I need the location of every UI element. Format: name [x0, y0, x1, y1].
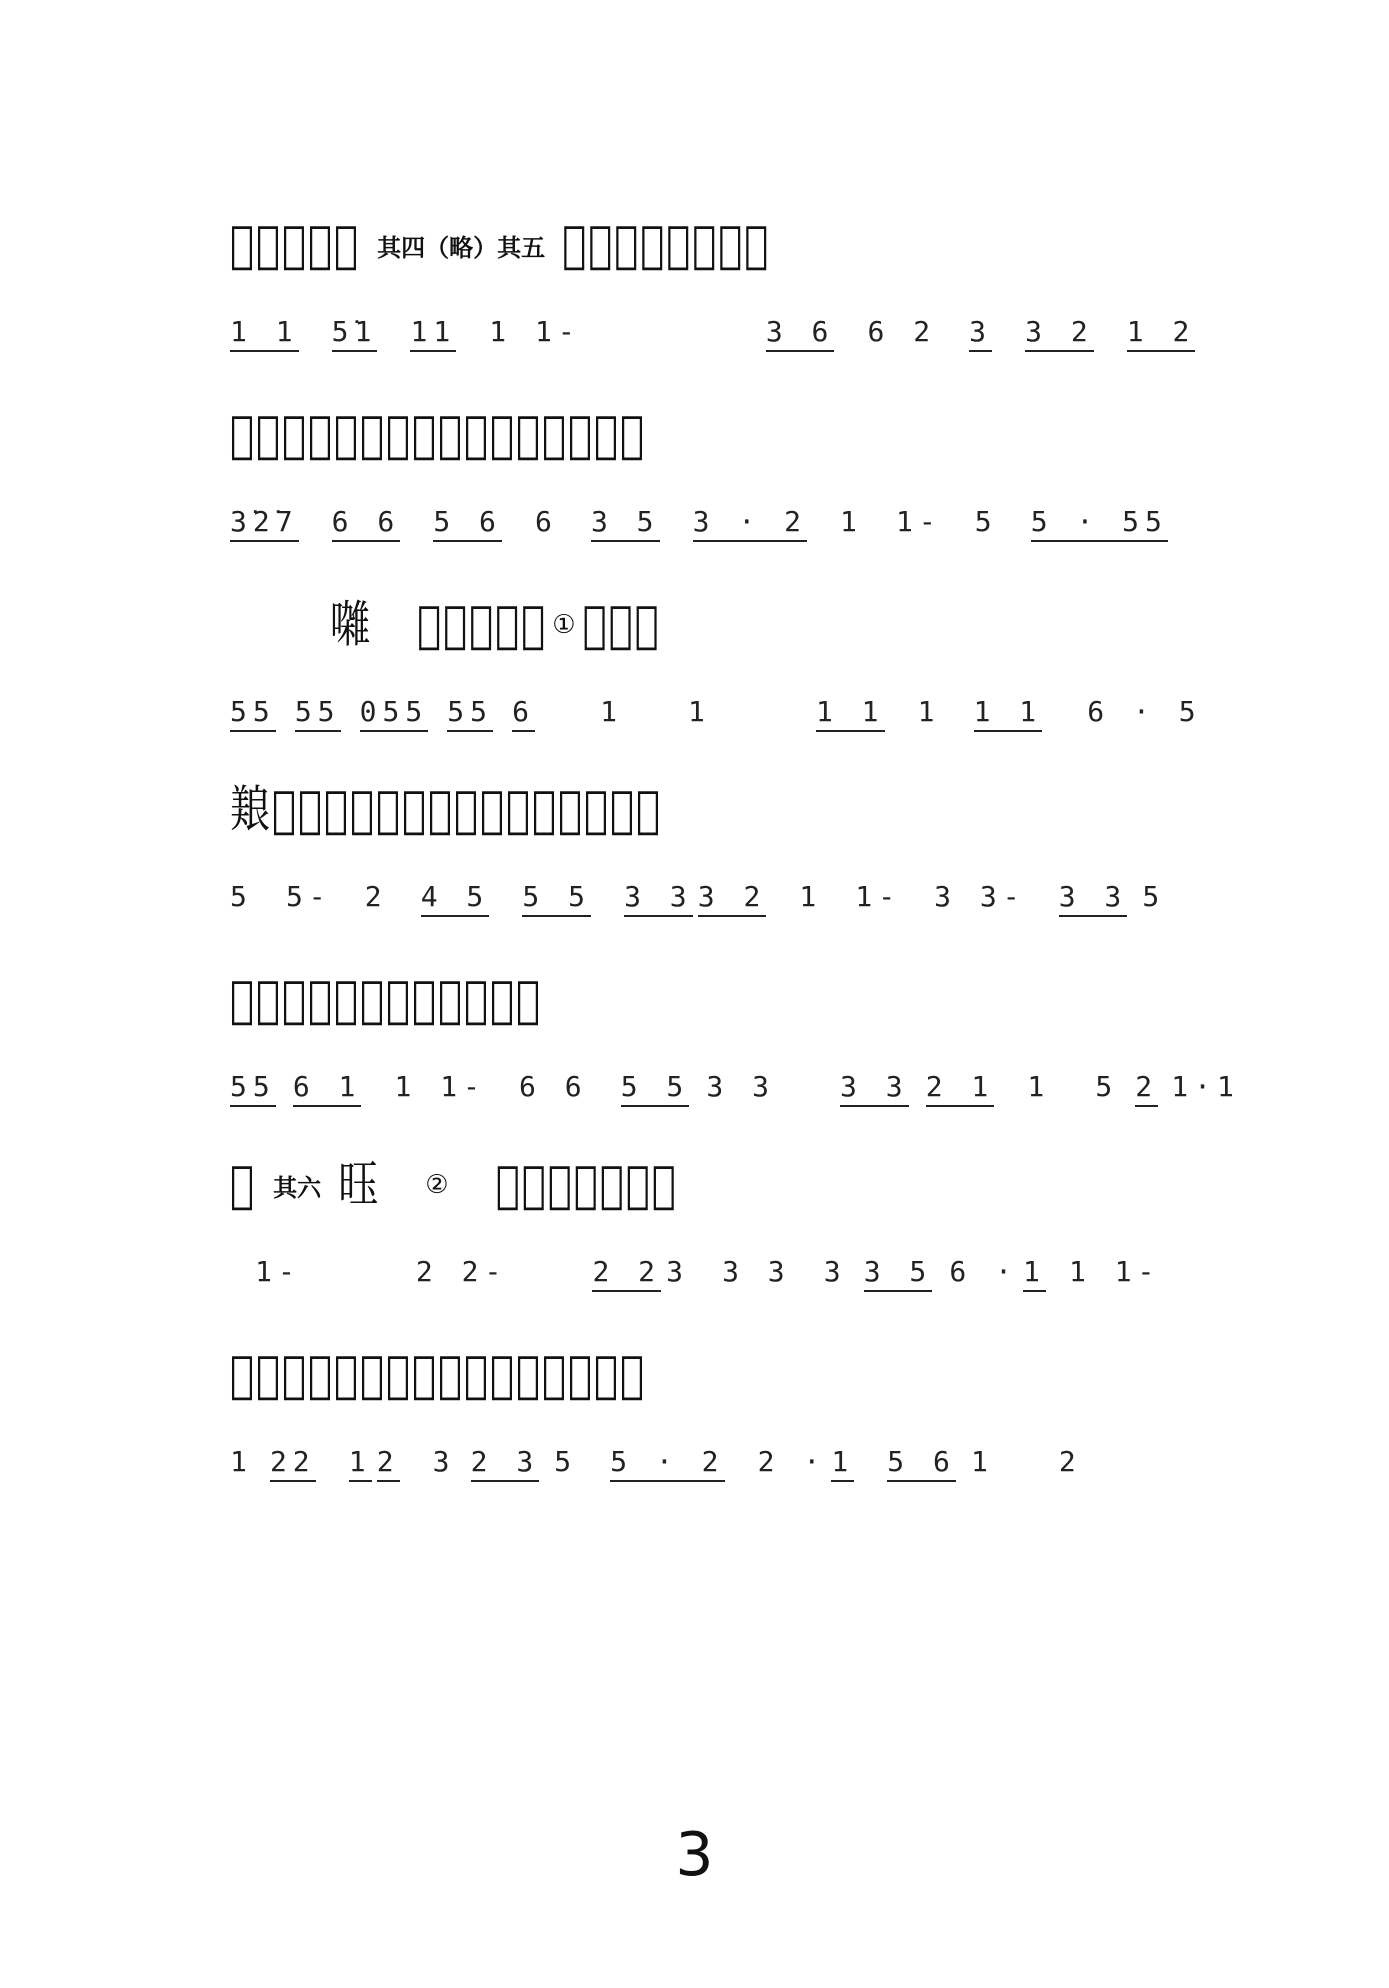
note-group: 2 · [757, 1445, 827, 1478]
note-group: 3 [432, 1445, 456, 1478]
note-group: 1 [688, 695, 711, 728]
note-group: 6 6 [332, 505, 401, 542]
tablature-row [230, 1155, 678, 1247]
tablature-row [230, 215, 770, 307]
tablature-row [230, 780, 662, 872]
tablature-glyphs: 𫝅𫝆𫝇𫝈𫝉𫝊𫝋𫝌 [562, 216, 771, 274]
note-group: 1 [831, 1445, 854, 1482]
tablature-glyphs: 𫝵𫝶𫝷𫝸𫝹𫝺𫝻𫝼𫝽𫝾𫝿𫞀 [230, 971, 543, 1029]
note-group: 4 5 [421, 880, 490, 917]
note-group: 55 [447, 695, 493, 732]
footnote-mark: ① [552, 610, 578, 640]
tablature-row [230, 970, 542, 1062]
tablature-row [330, 595, 661, 687]
note-group: 1- [895, 505, 942, 538]
note-group: 1·1 [1171, 1070, 1240, 1103]
note-group: 1- [855, 880, 902, 913]
note-group: 1 [1023, 1255, 1046, 1292]
note-group: 2 2- [415, 1255, 508, 1288]
tablature-glyphs: 𫝥𫝦𫝧𫝨𫝩𫝪𫝫𫝬𫝭𫝮𫝯𫝰𫝱𫝲𫝳𫝴 [230, 781, 663, 839]
note-group: 3 3 [840, 1070, 909, 1107]
section-label: 其四（略）其五 [377, 233, 546, 262]
jianpu-row [230, 1445, 1082, 1485]
tablature-glyphs: 𫞃𫞄𫞅𫞆𫞇𫞈𫞉 [495, 1156, 678, 1214]
tablature-glyphs: 𫝝𫝞𫝟𫝠𫝡 [417, 596, 548, 654]
note-group: 055 [360, 695, 429, 732]
note-group: 2 [377, 1445, 400, 1482]
note-group: 3 [969, 315, 992, 352]
note-group: 3 2 [698, 880, 767, 917]
jianpu-row [230, 315, 1195, 355]
note-group: 5 [1142, 880, 1166, 913]
tablature-glyphs: 𫝍𫝎𫝏𫝐𫝑𫝒五𫝓𫝔𫝕𫝖𫝗𫝘𫝙𫝚𫝛 [230, 406, 647, 464]
note-group: 6 2 [867, 315, 937, 348]
tablature-glyphs: 𫝀𫝁𫝂𫝃𫝄 [230, 216, 361, 274]
note-group: 6 · [949, 1255, 1018, 1288]
score-system-6 [230, 1155, 1190, 1305]
note-group: 2 2 [592, 1255, 661, 1292]
note-group: 5 · 55 [1031, 505, 1168, 542]
score-system-3 [230, 595, 1202, 745]
score-system-2 [230, 405, 1190, 555]
note-group: 5 5 [522, 880, 591, 917]
jianpu-row [230, 880, 1165, 920]
note-group: 3 [823, 1255, 847, 1288]
note-group: 2 [364, 880, 388, 913]
footnote-mark: ② [425, 1170, 451, 1200]
note-group: 3 2 [1025, 315, 1094, 352]
score-system-1 [230, 215, 1196, 365]
note-group: 3 3- [934, 880, 1026, 913]
jianpu-row [230, 695, 1202, 735]
note-group: 3 3 [624, 880, 693, 917]
tablature-glyphs: 𫝜 [330, 596, 372, 654]
note-group: 3 3 [1059, 880, 1128, 917]
note-group: 1 2 [1127, 315, 1196, 352]
note-group: 3̇2̇7 [230, 505, 299, 542]
note-group: 6 [535, 505, 558, 538]
tablature-row [230, 405, 646, 497]
note-group: 5 · 2 [610, 1445, 724, 1482]
jianpu-row [230, 1070, 1240, 1110]
note-group: 1 [917, 695, 941, 728]
note-group: 55 [230, 695, 276, 732]
note-group: 1 1- [394, 1070, 486, 1103]
note-group: 1 1 [816, 695, 885, 732]
note-group: 1 1 [230, 315, 299, 352]
jianpu-row [230, 505, 1168, 545]
note-group: 1 [840, 505, 863, 538]
note-group: 3 5 [864, 1255, 933, 1292]
note-group: 2 1 [926, 1070, 995, 1107]
note-group: 1 1- [1068, 1255, 1161, 1288]
jianpu-row [230, 1255, 1160, 1295]
note-group: 2 [1135, 1070, 1158, 1107]
note-group: 3 5 [591, 505, 660, 542]
note-group: 3 · 2 [693, 505, 807, 542]
note-group: 5̇1 [332, 315, 378, 352]
note-group: 3 3 [706, 1070, 775, 1103]
note-group: 1 [600, 695, 623, 728]
note-group: 1 [230, 1445, 253, 1478]
note-group: 6 [512, 695, 535, 732]
score-system-5 [230, 970, 1240, 1120]
note-group: 5 6 [887, 1445, 956, 1482]
page-number: 3 [675, 1820, 714, 1890]
note-group: 55 [230, 1070, 276, 1107]
tablature-glyphs: 𫞊𫞋𫞌𫞍𫞎𫞏𫞐𫞑𫞒𫞓𫞔𫞕𫞖𫞗𫞘𫞙 [230, 1346, 647, 1404]
note-group: 1 [349, 1445, 372, 1482]
note-group: 11 [410, 315, 456, 352]
note-group: 5 5 [621, 1070, 690, 1107]
tablature-glyphs: 𫞂 [338, 1156, 381, 1214]
note-group: 1- [255, 1255, 301, 1288]
note-group: 1 [799, 880, 823, 913]
note-group: 2 3 [471, 1445, 540, 1482]
tablature-glyphs: 𫝢𫝣𫝤 [582, 596, 661, 654]
note-group: 3 3 [722, 1255, 791, 1288]
note-group: 5- [285, 880, 332, 913]
section-label: 其六 [273, 1173, 322, 1202]
note-group: 5 [554, 1445, 578, 1478]
score-system-7 [230, 1345, 1190, 1495]
note-group: 1 [1027, 1070, 1051, 1103]
note-group: 5 [230, 880, 253, 913]
note-group: 6 1 [293, 1070, 362, 1107]
note-group: 6 · 5 [1087, 695, 1202, 728]
note-group: 3 [666, 1255, 689, 1288]
note-group: 5 6 [433, 505, 502, 542]
note-group: 2 [1058, 1445, 1082, 1478]
score-system-4 [230, 780, 1190, 930]
note-group: 6 6 [519, 1070, 588, 1103]
tablature-glyphs: 𫞁 [230, 1156, 257, 1214]
note-group: 1 1 [974, 695, 1043, 732]
note-group: 1 [970, 1445, 994, 1478]
note-group: 5 [974, 505, 998, 538]
note-group: 1 1- [489, 315, 581, 348]
note-group: 22 [270, 1445, 316, 1482]
note-group: 55 [295, 695, 341, 732]
tablature-row [230, 1345, 646, 1437]
note-group: 5 [1095, 1070, 1119, 1103]
note-group: 3 6 [766, 315, 835, 352]
